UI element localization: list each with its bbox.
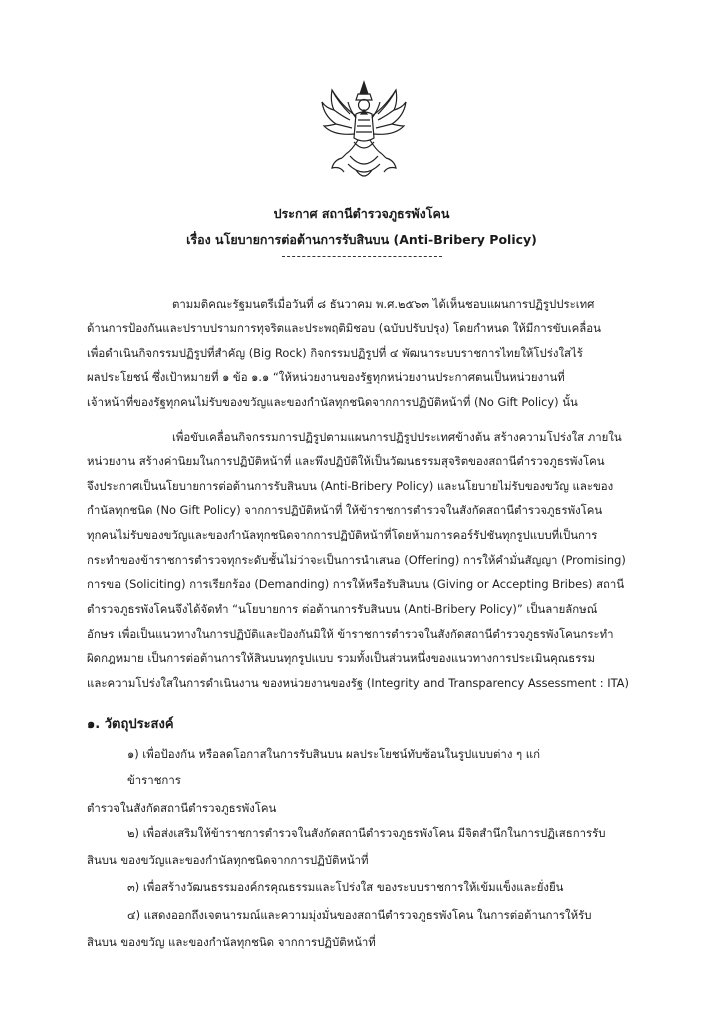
- paragraph-2-line: ทุกคนไม่รับของขวัญและของกำนัลทุกชนิดจากการปฏิบัติหน้าที่โดยห้ามการคอร์รัปชันทุกรูปแบบที่เป็นการ: [87, 528, 598, 542]
- objective-item: ๔) แสดงออกถึงเจตนารมณ์และความมุ่งมั่นของสถานีตำรวจภูธรพังโคน ในการต่อต้านการให้รับ: [127, 908, 592, 922]
- paragraph-2-line: หน่วยงาน สร้างค่านิยมในการปฏิบัติหน้าที่ และพึงปฏิบัติให้เป็นวัฒนธรรมสุจริตของสถานีตำรวจภูธรพังโคน: [87, 454, 605, 468]
- objective-item: ๓) เพื่อสร้างวัฒนธรรมองค์กรคุณธรรมและโปร่งใส ของระบบราชการให้เข้มแข็งและยั่งยืน: [127, 880, 564, 894]
- paragraph-2-line: และความโปร่งใสในการดำเนินงาน ของหน่วยงานของรัฐ (Integrity and Transparency Assessment : ITA): [87, 676, 629, 690]
- objective-item: สินบน ของขวัญ และของกำนัลทุกชนิด จากการปฏิบัติหน้าที่: [87, 935, 376, 949]
- objective-item: สินบน ของขวัญและของกำนัลทุกชนิดจากการปฏิบัติหน้าที่: [87, 853, 369, 867]
- objective-item: ตำรวจในสังกัดสถานีตำรวจภูธรพังโคน: [87, 801, 277, 815]
- section-heading-objectives: ๑. วัตถุประสงค์: [87, 717, 174, 732]
- paragraph-2-line: กำนัลทุกชนิด (No Gift Policy) จากการปฏิบัติหน้าที่ ให้ข้าราชการตำรวจในสังกัดสถานีตำรวจภูธรพังโคน: [87, 503, 603, 517]
- objective-item: ข้าราชการ: [127, 773, 181, 787]
- paragraph-2-line: ผิดกฎหมาย เป็นการต่อต้านการให้สินบนทุกรูปแบบ รวมทั้งเป็นส่วนหนึ่งของแนวทางการประเมินคุณธรรม: [87, 651, 596, 665]
- paragraph-2-line: เพื่อขับเคลื่อนกิจกรรมการปฏิรูปตามแผนการปฏิรูปประเทศข้างต้น สร้างความโปร่งใส ภายใน: [172, 430, 622, 444]
- paragraph-1-line: เจ้าหน้าที่ของรัฐทุกคนไม่รับของขวัญและของกำนัลทุกชนิดจากการปฏิบัติหน้าที่ (No Gift Policy) นั้น: [87, 395, 578, 409]
- announcement-subject: เรื่อง นโยบายการต่อต้านการรับสินบน (Anti-Bribery Policy): [186, 232, 537, 247]
- title-divider: [282, 256, 442, 257]
- objective-item: ๒) เพื่อส่งเสริมให้ข้าราชการตำรวจในสังกัดสถานีตำรวจภูธรพังโคน มีจิตสำนึกในการปฏิเสธการรับ: [127, 826, 606, 840]
- garuda-emblem-icon: [320, 80, 408, 184]
- paragraph-1-line: เพื่อดำเนินกิจกรรมปฏิรูปที่สำคัญ (Big Rock) กิจกรรมปฏิรูปที่ ๔ พัฒนาระบบราชการไทยให้โปร่งใสไร้: [87, 346, 583, 360]
- announcement-title: ประกาศ สถานีตำรวจภูธรพังโคน: [273, 206, 450, 221]
- paragraph-1-line: ด้านการป้องกันและปราบปรามการทุจริตและประพฤติมิชอบ (ฉบับปรับปรุง) โดยกำหนด ให้มีการขับเคลื่อน: [87, 321, 601, 335]
- paragraph-2-line: ตำรวจภูธรพังโคนจึงได้จัดทำ “นโยบายการ ต่อต้านการรับสินบน (Anti-Bribery Policy)” เป็นลายลักษณ์: [87, 602, 598, 616]
- paragraph-2-line: กระทำของข้าราชการตำรวจทุกระดับชั้นไม่ว่าจะเป็นการนำเสนอ (Offering) การให้คำมั่นสัญญา (Promising): [87, 553, 626, 567]
- paragraph-2-line: อักษร เพื่อเป็นแนวทางในการปฏิบัติและป้องกันมิให้ ข้าราชการตำรวจในสังกัดสถานีตำรวจภูธรพังโคนกระทำ: [87, 627, 614, 641]
- paragraph-1-line: ผลประโยชน์ ซึ่งเป้าหมายที่ ๑ ข้อ ๑.๑ “ให้หน่วยงานของรัฐทุกหน่วยงานประกาศตนเป็นหน่วยงานที่: [87, 370, 565, 384]
- objective-item: ๑) เพื่อป้องกัน หรือลดโอกาสในการรับสินบน ผลประโยชน์ทับซ้อนในรูปแบบต่าง ๆ แก่: [127, 747, 540, 761]
- paragraph-1-line: ตามมติคณะรัฐมนตรีเมื่อวันที่ ๘ ธันวาคม พ.ศ.๒๕๖๓ ได้เห็นชอบแผนการปฏิรูปประเทศ: [172, 297, 595, 311]
- paragraph-2-line: การขอ (Soliciting) การเรียกร้อง (Demanding) การให้หรือรับสินบน (Giving or Accepting Bribes) สถานี: [87, 577, 625, 591]
- paragraph-2-line: จึงประกาศเป็นนโยบายการต่อต้านการรับสินบน (Anti-Bribery Policy) และนโยบายไม่รับของขวัญ และของ: [87, 479, 614, 493]
